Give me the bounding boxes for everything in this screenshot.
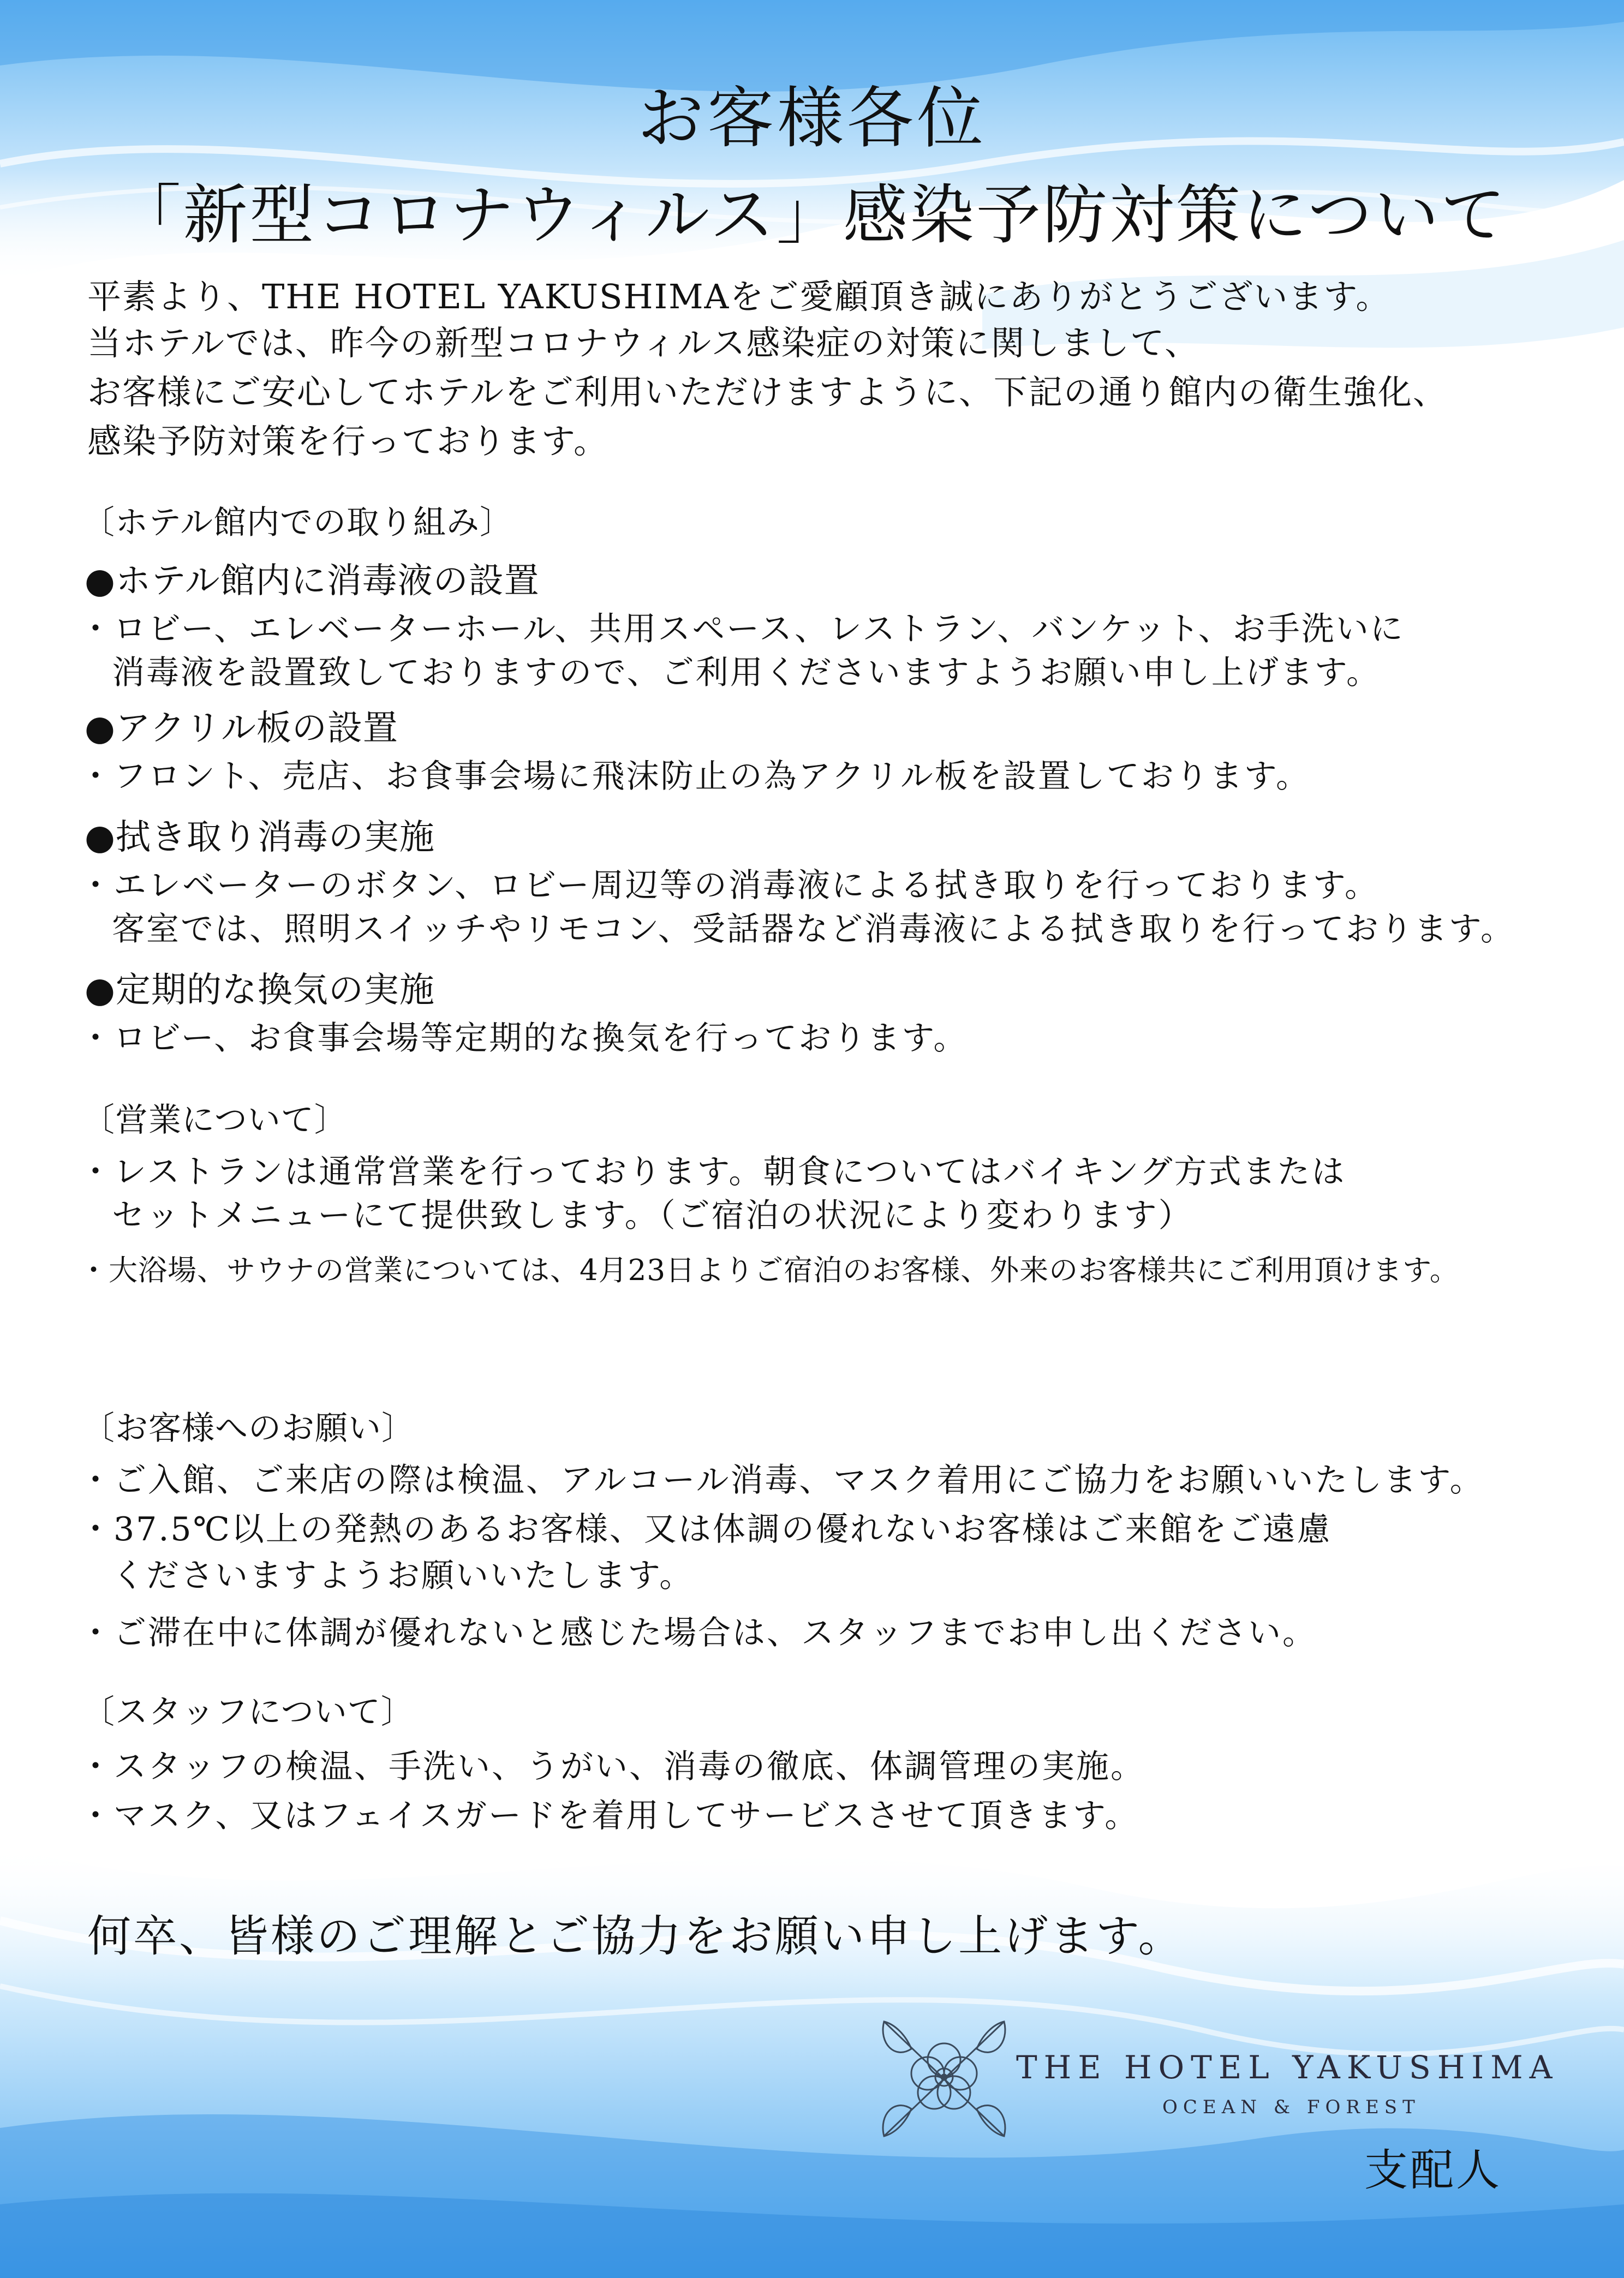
- list-item-continuation: くださいますようお願いいたします。: [112, 1557, 694, 1595]
- list-item-continuation: セットメニューにて提供致します。（ご宿泊の状況により変わります）: [112, 1197, 1193, 1235]
- intro-line: お客様にご安心してホテルをご利用いただけますように、下記の通り館内の衛生強化、: [87, 372, 1448, 412]
- subsection-title: ●定期的な換気の実施: [85, 970, 435, 1011]
- list-item: ・エレベーターのボタン、ロビー周辺等の消毒液による拭き取りを行っております。: [79, 866, 1379, 905]
- flower-leaves-logo-icon: [873, 2011, 1015, 2147]
- list-item: ・37.5℃以上の発熱のあるお客様、又は体調の優れないお客様はご来館をご遠慮: [79, 1510, 1332, 1548]
- intro-line: 当ホテルでは、昨今の新型コロナウィルス感染症の対策に関しまして、: [87, 323, 1200, 363]
- closing-message: 何卒、皆様のご理解とご協力をお願い申し上げます。: [87, 1911, 1184, 1962]
- list-item: ・スタッフの検温、手洗い、うがい、消毒の徹底、体調管理の実施。: [79, 1748, 1145, 1786]
- list-item: ・フロント、売店、お食事会場に飛沫防止の為アクリル板を設置しております。: [79, 757, 1310, 796]
- list-item-continuation: 消毒液を設置致しておりますので、ご利用くださいますようお願い申し上げます。: [112, 654, 1381, 692]
- brand-name: THE HOTEL YAKUSHIMA: [1016, 2049, 1559, 2086]
- brand-tagline: OCEAN & FOREST: [1162, 2096, 1420, 2118]
- page-title: 「新型コロナウィルス」感染予防対策について: [116, 177, 1508, 253]
- list-item: ・ご滞在中に体調が優れないと感じた場合は、スタッフまでお申し出ください。: [79, 1614, 1317, 1652]
- list-item: ・ご入館、ご来店の際は検温、アルコール消毒、マスク着用にご協力をお願いいたします。: [79, 1461, 1484, 1499]
- subsection-title: ●アクリル板の設置: [85, 708, 398, 749]
- subsection-title: ●拭き取り消毒の実施: [85, 817, 435, 858]
- signature: 支配人: [1364, 2145, 1502, 2196]
- list-item: ・マスク、又はフェイスガードを着用してサービスさせて頂きます。: [79, 1797, 1139, 1835]
- section-heading-guests: 〔お客様へのお願い〕: [82, 1409, 415, 1448]
- list-item: ・レストランは通常営業を行っております。朝食についてはバイキング方式または: [79, 1153, 1346, 1191]
- list-item: ・大浴場、サウナの営業については、4月23日よりご宿泊のお客様、外来のお客様共にご利用頂けます。: [79, 1254, 1459, 1287]
- intro-line: 感染予防対策を行っております。: [87, 421, 609, 461]
- page-title-greeting: お客様各位: [637, 80, 987, 157]
- list-item: ・ロビー、お食事会場等定期的な換気を行っております。: [79, 1019, 968, 1057]
- section-heading-hotel: 〔ホテル館内での取り組み〕: [82, 504, 513, 542]
- section-heading-business: 〔営業について〕: [82, 1101, 348, 1139]
- section-heading-staff: 〔スタッフについて〕: [82, 1693, 414, 1731]
- subsection-title: ●ホテル館内に消毒液の設置: [85, 561, 540, 601]
- list-item-continuation: 客室では、照明スイッチやリモコン、受話器など消毒液による拭き取りを行っております。: [112, 910, 1515, 948]
- intro-line: 平素より、THE HOTEL YAKUSHIMAをご愛顧頂き誠にありがとうございます。: [87, 277, 1391, 316]
- list-item: ・ロビー、エレベーターホール、共用スペース、レストラン、バンケット、お手洗いに: [79, 610, 1405, 648]
